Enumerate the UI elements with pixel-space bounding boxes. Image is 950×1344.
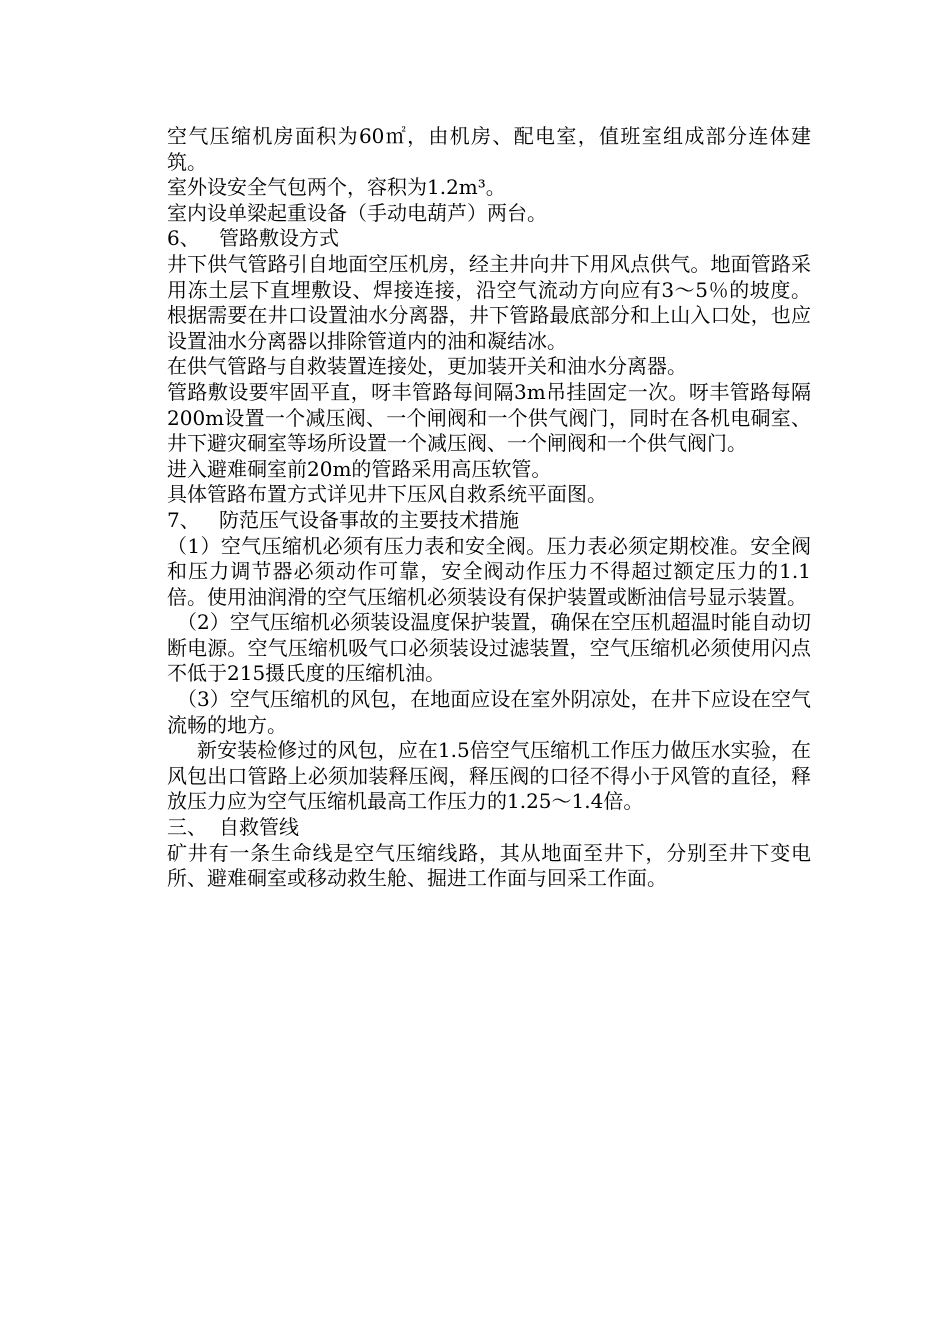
section-number-3: 三、 [167,815,207,840]
paragraph-pipe-route: 井下供气管路引自地面空压机房，经主井向井下用风点供气。地面管路采用冻土层下直埋敷设、焊接连接，沿空气流动方向应有3～5％的坡度。根据需要在井口设置油水分离器，井下管路最底部分和上山入口处，也应设置油水分离器以排除管道内的油和凝结冰。 [167,251,811,353]
section-number-7: 7、 [167,507,200,532]
paragraph-measure-3: （3）空气压缩机的风包，在地面应设在室外阴凉处，在井下应设在空气流畅的地方。 [167,687,811,737]
paragraph-lifting-equipment: 室内设单梁起重设备（手动电葫芦）两台。 [167,200,547,225]
paragraph-measure-4: 新安装检修过的风包，应在1.5倍空气压缩机工作压力做压水实验，在风包出口管路上必须加装释压阀，释压阀的口径不得小于风管的直径，释放压力应为空气压缩机最高工作压力的1.25～1.4倍。 [167,738,811,814]
section-heading-3 [167,815,811,841]
section-heading-7 [167,508,811,534]
paragraph-layout-ref: 具体管路布置方式详见井下压风自救系统平面图。 [167,482,607,507]
section-title-7: 防范压气设备事故的主要技术措施 [219,507,519,532]
section-title-6: 管路敷设方式 [219,226,339,251]
paragraph-measure-2: （2）空气压缩机必须装设温度保护装置，确保在空压机超温时能自动切断电源。空气压缩机吸气口必须装设过滤装置，空气压缩机必须使用闪点不低于215摄氏度的压缩机油。 [167,610,811,686]
paragraph-measure-1: （1）空气压缩机必须有压力表和安全阀。压力表必须定期校准。安全阀和压力调节器必须动作可靠，安全阀动作压力不得超过额定压力的1.1倍。使用油润滑的空气压缩机必须装设有保护装置或断油信号显示装置。 [167,533,811,609]
section-number-6: 6、 [167,226,200,251]
paragraph-hose: 进入避难硐室前20m的管路采用高压软管。 [167,456,552,481]
document-body [167,124,811,892]
paragraph-rescue-connection: 在供气管路与自救装置连接处，更加装开关和油水分离器。 [167,354,687,379]
section-heading-6 [167,226,811,252]
paragraph-safety-tank: 室外设安全气包两个，容积为1.2m³。 [167,175,506,200]
paragraph-room-area: 空气压缩机房面积为60㎡，由机房、配电室，值班室组成部分连体建筑。 [167,124,811,174]
paragraph-pipe-fixing: 管路敷设要牢固平直，呀丰管路每间隔3m吊挂固定一次。呀丰管路每隔200m设置一个减压阀、一个闸阀和一个供气阀门，同时在各机电硐室、井下避灾硐室等场所设置一个减压阀、一个闸阀和一个供气阀门。 [167,379,811,456]
paragraph-lifeline: 矿井有一条生命线是空气压缩线路，其从地面至井下，分别至井下变电所、避难硐室或移动救生舱、掘进工作面与回采工作面。 [167,840,811,891]
section-title-3: 自救管线 [219,815,299,840]
